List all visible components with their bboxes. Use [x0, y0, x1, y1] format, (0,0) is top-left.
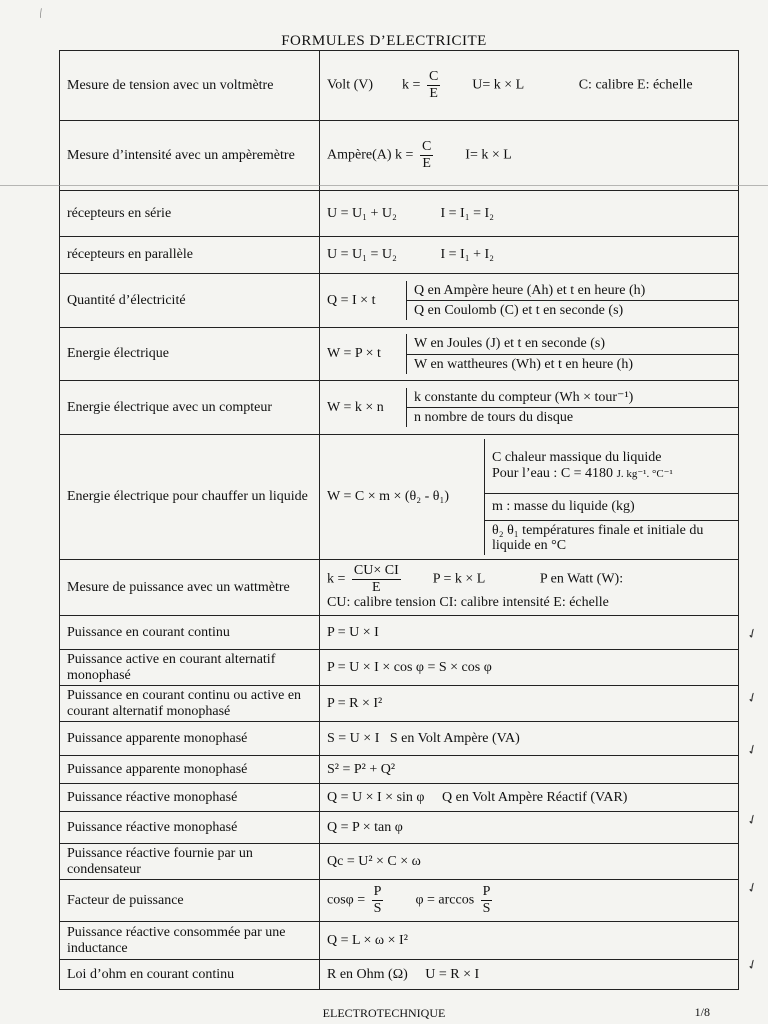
formula-cell: [320, 960, 739, 990]
formula-eq: U= k × L: [472, 77, 524, 93]
page-number: 1/8: [694, 1005, 710, 1019]
check-mark: ✓: [744, 878, 761, 897]
formula-cell: [320, 880, 739, 922]
formula-eq: U = R × I: [425, 966, 480, 982]
table-row: [60, 756, 739, 784]
formula-eq: P = U × I × cos φ = S × cos φ: [320, 650, 739, 686]
fraction: [372, 885, 384, 916]
fraction-num: CU× CI: [353, 563, 399, 579]
formula-eq: Q = L × ω × I²: [320, 922, 739, 960]
formula-cell: [320, 722, 739, 756]
unit-text: Q en Volt Ampère Réactif (VAR): [442, 789, 628, 805]
unit-text: k constante du compteur (Wh × tour⁻¹): [407, 388, 739, 408]
table-row: [60, 191, 739, 237]
formula-eq: P = U × I: [320, 616, 739, 650]
row-label: Energie électrique pour chauffer un liquide: [60, 435, 320, 560]
row-label: Puissance apparente monophasé: [60, 756, 320, 784]
formula-cell: [320, 435, 739, 560]
unit-text: P en Watt (W):: [539, 572, 624, 588]
table-row: [60, 922, 739, 960]
table-row: [60, 650, 739, 686]
formula-eq: Q = P × tan φ: [320, 812, 739, 844]
row-label: Puissance en courant continu ou active en courant alternatif monophasé: [60, 686, 320, 722]
footer-label: ELECTROTECHNIQUE: [322, 1006, 446, 1020]
table-row: [60, 686, 739, 722]
formula-eq: I = I₁ + I₂: [440, 247, 495, 263]
table-row: [60, 381, 739, 435]
row-label: Mesure d’intensité avec un ampèremètre: [60, 121, 320, 191]
page-title: FORMULES D’ELECTRICITE: [281, 33, 487, 49]
unit-text: R en Ohm (Ω): [327, 966, 408, 982]
note-text: CU: calibre tension CI: calibre intensité E: échelle: [327, 595, 609, 611]
table-row: [60, 616, 739, 650]
scan-line: [0, 185, 768, 186]
row-label: récepteurs en série: [60, 191, 320, 237]
unit-text: Volt (V): [327, 77, 374, 93]
fraction-den: E: [372, 580, 381, 596]
unit-text: Q en Coulomb (C) et t en seconde (s): [414, 303, 624, 318]
unit-text: m : masse du liquide (kg): [485, 493, 739, 520]
unit-text: θ₂ θ₁ températures finale et initiale du liquide en °C: [492, 522, 704, 553]
formula-cell: [320, 560, 739, 616]
row-label: Loi d’ohm en courant continu: [60, 960, 320, 990]
formula-cell: [320, 784, 739, 812]
table-row: [60, 960, 739, 990]
formula-eq: W = C × m × (θ₂ - θ₁): [320, 439, 485, 556]
unit-block: [485, 439, 739, 494]
table-row: [60, 784, 739, 812]
formula-cell: [320, 237, 739, 274]
formula-eq: P = k × L: [432, 572, 485, 588]
fraction: [481, 885, 493, 916]
unit-text: n nombre de tours du disque: [414, 410, 574, 425]
fraction-den: S: [482, 901, 491, 916]
fraction: [352, 564, 401, 595]
row-label: Puissance active en courant alternatif monophasé: [60, 650, 320, 686]
table-row: [60, 560, 739, 616]
check-mark: ✓: [744, 740, 761, 759]
row-label: Energie électrique: [60, 328, 320, 381]
unit-text: W en wattheures (Wh) et t en heure (h): [414, 356, 633, 372]
table-row: [60, 880, 739, 922]
table-row: [60, 51, 739, 121]
formula-k: φ = arccos: [415, 892, 475, 908]
unit-text: W en Joules (J) et t en seconde (s): [407, 334, 739, 354]
table-row: [60, 435, 739, 560]
formula-eq: Qc = U² × C × ω: [320, 844, 739, 880]
unit-text: S en Volt Ampère (VA): [389, 730, 520, 746]
row-label: Puissance réactive monophasé: [60, 812, 320, 844]
row-label: Puissance réactive fournie par un condensateur: [60, 844, 320, 880]
formula-cell: [320, 381, 739, 435]
formula-eq: Q = I × t: [320, 281, 407, 321]
formula-k: k =: [402, 77, 421, 93]
formula-eq: W = k × n: [320, 388, 407, 428]
fraction-den: E: [429, 86, 438, 101]
table-row: [60, 237, 739, 274]
fraction-num: P: [482, 884, 491, 899]
unit-text: Pour l’eau : C = 4180: [492, 465, 614, 481]
table-row: [60, 722, 739, 756]
formula-eq: U = U₁ + U₂: [327, 205, 397, 221]
formula-eq: P = R × I²: [320, 686, 739, 722]
unit-text: Q en Ampère heure (Ah) et t en heure (h): [407, 281, 739, 301]
formula-eq: I= k × L: [465, 147, 512, 163]
formula-cell: [320, 121, 739, 191]
table-row: [60, 274, 739, 328]
row-label: Puissance en courant continu: [60, 616, 320, 650]
row-label: Puissance apparente monophasé: [60, 722, 320, 756]
formula-k: k =: [327, 572, 346, 588]
formula-cell: [320, 274, 739, 328]
row-label: Mesure de puissance avec un wattmètre: [60, 560, 320, 616]
formula-eq: W = P × t: [320, 334, 407, 374]
fraction-den: S: [373, 901, 382, 916]
table-row: [60, 121, 739, 191]
check-mark: ✓: [744, 624, 761, 643]
formula-k: k =: [395, 147, 414, 163]
formula-cell: [320, 51, 739, 121]
formula-k: cosφ =: [327, 892, 366, 908]
unit-text: Ampère(A): [327, 147, 392, 163]
row-label: Puissance réactive consommée par une inductance: [60, 922, 320, 960]
formula-eq: I = I₁ = I₂: [440, 205, 495, 221]
fraction-den: E: [422, 156, 431, 171]
row-label: récepteurs en parallèle: [60, 237, 320, 274]
note-text: C: calibre E: échelle: [578, 77, 693, 93]
formula-cell: [320, 328, 739, 381]
formula-eq: Q = U × I × sin φ: [327, 789, 425, 805]
row-label: Energie électrique avec un compteur: [60, 381, 320, 435]
row-label: Puissance réactive monophasé: [60, 784, 320, 812]
table-row: [60, 328, 739, 381]
formula-table: [59, 50, 739, 990]
formula-eq: S² = P² + Q²: [320, 756, 739, 784]
check-mark: ✓: [744, 688, 761, 707]
unit-text: C chaleur massique du liquide: [492, 450, 662, 466]
formula-eq: U = U₁ = U₂: [327, 247, 397, 263]
fraction: [427, 70, 440, 101]
check-mark: ✓: [744, 810, 761, 829]
fraction-num: P: [373, 884, 382, 899]
formula-cell: [320, 191, 739, 237]
table-row: [60, 844, 739, 880]
fraction-num: C: [428, 69, 439, 84]
unit-text: J. kg⁻¹. °C⁻¹: [616, 467, 673, 480]
row-label: Quantité d’électricité: [60, 274, 320, 328]
row-label: Facteur de puissance: [60, 880, 320, 922]
row-label: Mesure de tension avec un voltmètre: [60, 51, 320, 121]
pen-mark: ⁄: [36, 6, 46, 20]
table-row: [60, 812, 739, 844]
formula-eq: S = U × I: [327, 730, 380, 746]
check-mark: ✓: [744, 955, 761, 974]
fraction-num: C: [421, 139, 432, 154]
fraction: [420, 140, 433, 171]
